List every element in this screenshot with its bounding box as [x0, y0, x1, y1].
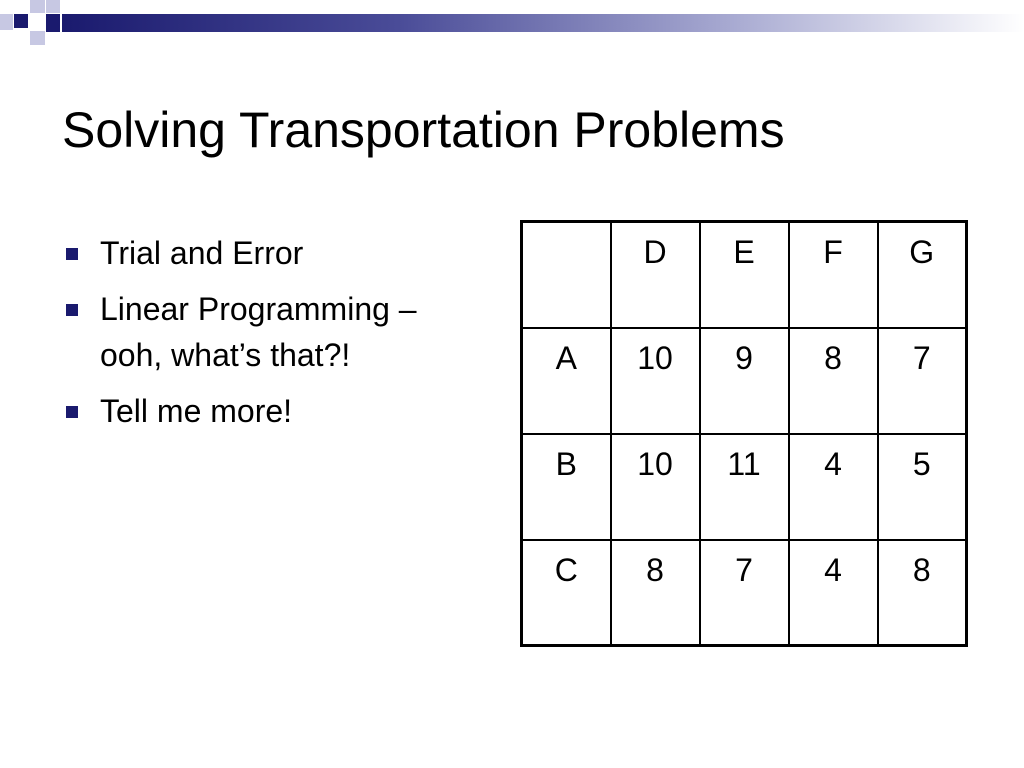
table-cell: 11 [700, 434, 789, 540]
decorative-square [30, 14, 45, 30]
table-row [522, 434, 967, 540]
decorative-square [30, 0, 45, 13]
bullet-text: Linear Programming – ooh, what’s that?! [100, 291, 417, 373]
table-cell: 4 [789, 540, 878, 646]
decorative-square [46, 14, 60, 32]
column-header-cell: G [878, 222, 967, 328]
bullet-item [62, 286, 482, 378]
table-cell: 5 [878, 434, 967, 540]
slide-title: Solving Transportation Problems [62, 102, 785, 158]
table-corner-cell [522, 222, 611, 328]
column-header-cell: E [700, 222, 789, 328]
table-cell: 8 [611, 540, 700, 646]
column-header-cell: D [611, 222, 700, 328]
decorative-square [14, 31, 28, 45]
decorative-square [0, 14, 13, 30]
row-header-cell: A [522, 328, 611, 434]
bullet-square-icon [66, 248, 78, 260]
table-header-row [522, 222, 967, 328]
row-header-cell: B [522, 434, 611, 540]
table-row [522, 540, 967, 646]
column-header-cell: F [789, 222, 878, 328]
decorative-square [14, 14, 28, 28]
table-cell: 7 [700, 540, 789, 646]
bullet-text: Trial and Error [100, 235, 304, 271]
bullet-square-icon [66, 304, 78, 316]
header-decoration [0, 0, 1024, 70]
table-cell: 8 [878, 540, 967, 646]
table-cell: 9 [700, 328, 789, 434]
header-gradient-bar [62, 14, 1024, 32]
table-cell: 7 [878, 328, 967, 434]
bullet-list [62, 230, 482, 444]
decorative-square [46, 0, 60, 13]
bullet-item [62, 388, 482, 434]
bullet-item [62, 230, 482, 276]
table-cell: 10 [611, 328, 700, 434]
table-cell: 4 [789, 434, 878, 540]
bullet-text: Tell me more! [100, 393, 293, 429]
table-cell: 8 [789, 328, 878, 434]
table-row [522, 328, 967, 434]
decorative-square [30, 31, 45, 45]
table-cell: 10 [611, 434, 700, 540]
row-header-cell: C [522, 540, 611, 646]
bullet-square-icon [66, 406, 78, 418]
cost-table [520, 220, 968, 647]
